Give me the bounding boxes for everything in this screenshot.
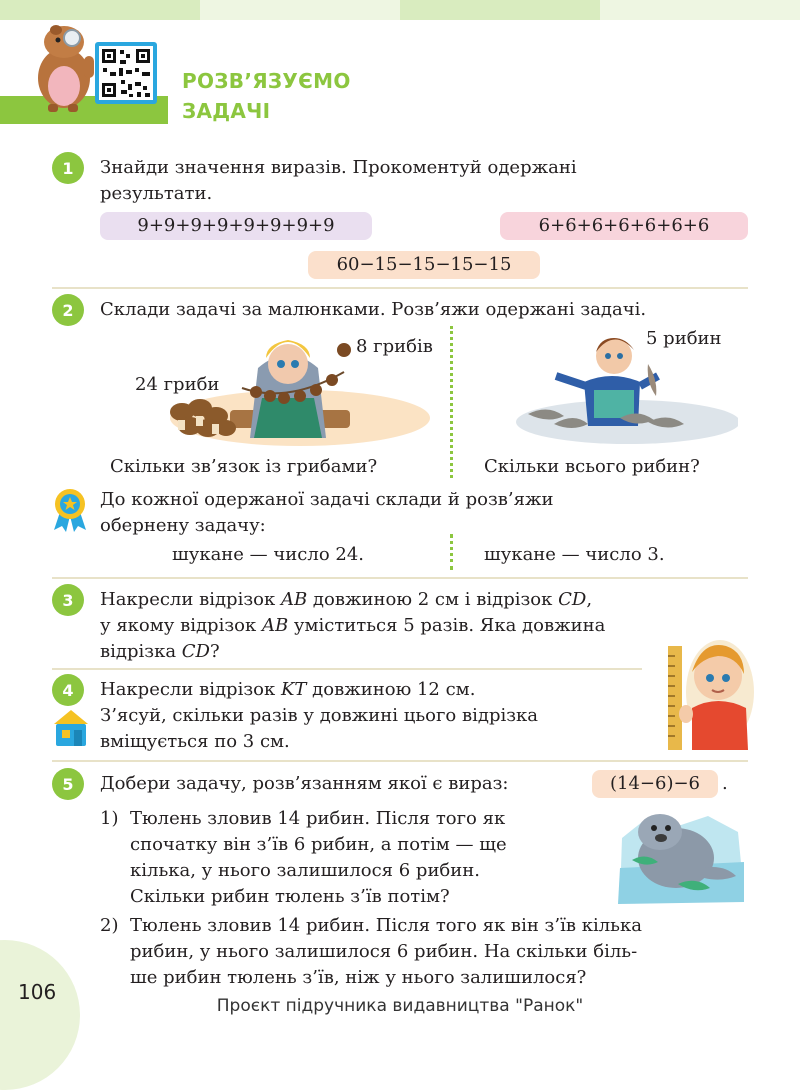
label-24-mushrooms: 24 гриби bbox=[135, 374, 220, 395]
section-title bbox=[182, 66, 422, 126]
task-5-number: 5 bbox=[52, 768, 84, 800]
boy-ruler-illustration bbox=[662, 632, 754, 750]
option-1-line1: Тюлень зловив 14 рибин. Після того як bbox=[130, 808, 506, 829]
section-title-line1: РОЗВ’ЯЗУЄМО bbox=[182, 69, 351, 93]
page-number: 106 bbox=[18, 980, 57, 1004]
question-mushroom-bundles: Скільки зв’язок із грибами? bbox=[110, 456, 378, 477]
task-1-number: 1 bbox=[52, 152, 84, 184]
task-3-text-line3: відрізка CD? bbox=[100, 641, 220, 662]
label-8-mushrooms: 8 грибів bbox=[356, 336, 433, 357]
option-2-line3: ше рибин тюлень з’їв, ніж у нього залишилося? bbox=[130, 967, 587, 988]
task-3-text-line2: у якому відрізок AB уміститься 5 разів. Яка довжина bbox=[100, 615, 606, 636]
question-total-fish: Скільки всього рибин? bbox=[484, 456, 700, 477]
expression-a: 9+9+9+9+9+9+9+9 bbox=[100, 212, 372, 240]
inverse-task-line1: До кожної одержаної задачі склади й розв’яжи bbox=[100, 489, 554, 510]
task-4-text-line3: вміщується по 3 см. bbox=[100, 731, 290, 752]
top-stripe bbox=[0, 0, 800, 20]
task-1-text-line2: результати. bbox=[100, 183, 213, 204]
option-2-line2: рибин, у нього залишилося 6 рибин. На скільки біль- bbox=[130, 941, 638, 962]
sought-number-3: шукане — число 3. bbox=[484, 544, 665, 565]
sought-number-24: шукане — число 24. bbox=[172, 544, 364, 565]
house-icon bbox=[52, 708, 90, 748]
divider bbox=[52, 668, 642, 670]
option-1-line4: Скільки рибин тюлень з’їв потім? bbox=[130, 886, 450, 907]
task-4-number: 4 bbox=[52, 674, 84, 706]
vertical-dotted-divider bbox=[450, 326, 453, 478]
capybara-mascot-icon bbox=[34, 22, 104, 112]
task-1-text-line1: Знайди значення виразів. Прокоментуй одержані bbox=[100, 157, 577, 178]
vertical-dotted-divider bbox=[450, 534, 453, 570]
inverse-task-line2: обернену задачу: bbox=[100, 515, 266, 536]
expression-c: 60−15−15−15−15 bbox=[308, 251, 540, 279]
qr-code[interactable] bbox=[95, 42, 157, 104]
option-1-line2: спочатку він з’їв 6 рибин, а потім — ще bbox=[130, 834, 507, 855]
task-2-number: 2 bbox=[52, 294, 84, 326]
expression-b: 6+6+6+6+6+6+6 bbox=[500, 212, 748, 240]
divider bbox=[52, 760, 748, 762]
section-title-line2: ЗАДАЧІ bbox=[182, 99, 271, 123]
option-2-line1: Тюлень зловив 14 рибин. Після того як він з’їв кілька bbox=[130, 915, 642, 936]
seal-illustration bbox=[612, 798, 748, 906]
publisher-footer: Проєкт підручника видавництва "Ранок" bbox=[216, 996, 584, 1016]
divider bbox=[52, 287, 748, 289]
task-4-text-line2: З’ясуй, скільки разів у довжині цього відрізка bbox=[100, 705, 539, 726]
option-1-number: 1) bbox=[100, 808, 119, 829]
medal-icon bbox=[50, 488, 90, 532]
option-2-number: 2) bbox=[100, 915, 119, 936]
task-5-expression: (14−6)−6 bbox=[592, 770, 718, 798]
task-3-number: 3 bbox=[52, 584, 84, 616]
task-4-text-line1: Накресли відрізок KT довжиною 12 см. bbox=[100, 679, 476, 700]
label-5-fish: 5 рибин bbox=[646, 328, 722, 349]
divider bbox=[52, 577, 748, 579]
option-1-line3: кілька, у нього залишилося 6 рибин. bbox=[130, 860, 480, 881]
task-5-period: . bbox=[722, 773, 728, 794]
task-2-text: Склади задачі за малюнками. Розв’яжи одержані задачі. bbox=[100, 299, 647, 320]
task-5-intro: Добери задачу, розв’язанням якої є вираз: bbox=[100, 773, 509, 794]
task-3-text-line1: Накресли відрізок AB довжиною 2 см і відрізок CD, bbox=[100, 589, 593, 610]
